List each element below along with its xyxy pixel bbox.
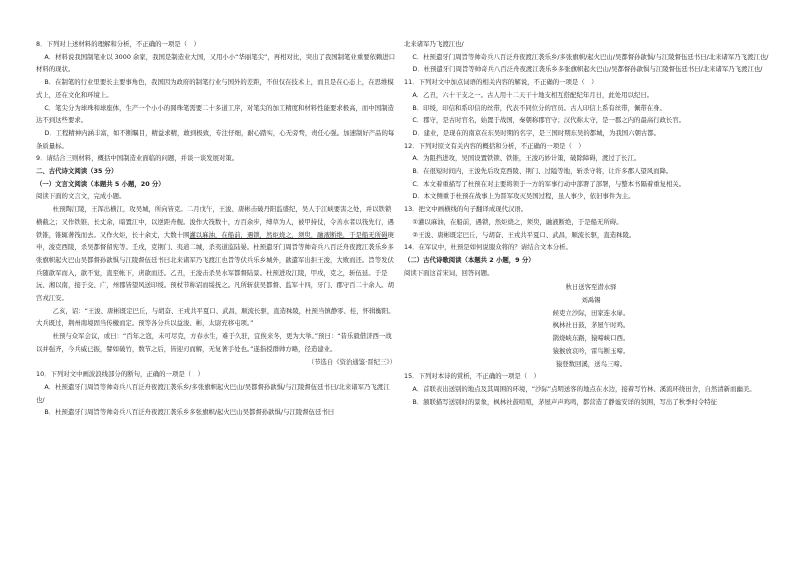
option-15b: B．颔联描写送别时的景象，枫林社鼓喧喧，茅屋声声鸡鸣，都营造了静谧安详的氛围，写出了秋季时令特征: [412, 397, 718, 406]
option-8c: C．笔尖分为球珠和球座体，生产一个小小的圆珠笔需要二十多道工序，对笔尖的加工精度和材料性能要求极高，而中国制造达不到这些要求。: [36, 103, 394, 125]
translate-sentence-2: ②王浚、唐彬既定巴丘，与胡奋、王戎共平夏口、武昌，顺流长驱，直造秣陵。: [412, 230, 636, 239]
option-8a: A．材料说我国制笔业以 3000 余家，我国是制造业大国，又用小小“华丽笔尖”，再相对比，突出了我国制笔业重要依赖进口材料的现状。: [36, 52, 396, 74]
question-10: 10．下列对文中画波浪线部分的断句，正确的一项是（ ）: [36, 370, 204, 379]
option-12c: C．本文着重描写了杜预在对主要将领于一方的军事行动中部署了部署，与整本书隔着重复相关。: [412, 179, 686, 188]
left-column: [36, 38, 396, 419]
passage-source: （节选自《资治通鉴·晋纪三》）: [307, 357, 396, 366]
poem-line: 枫林社日鼓，茅屋午时鸡。: [552, 321, 630, 330]
question-15: 15．下列对本诗的赏析，不正确的一项是（ ）: [404, 372, 540, 381]
option-10c: C．杜预遣牙门周旨等帅奇兵八百泛舟夜渡江袭乐乡/多张旗帜/起火巴山/吴都督孙歆惧/与江陵督伍廷书曰/北来诸军乃飞渡江也/: [412, 52, 769, 61]
poem-author: 刘禹锡: [581, 296, 601, 305]
passage-text: 庚申，浚克西陵，杀吴都督留宪等。壬戌，克荆门、夷道二城，杀夷道监陆晏。杜预遣牙门周旨等帅奇兵八百泛舟夜渡江袭乐乡多张旗帜起火巴山吴都督孙歆惧与江陵督伍廷书曰北来诸军乃飞渡江也旨等伏兵乐乡城外，歆遣军出拒王浚，大败而还。旨等发伏兵随歆军而入，歆不觉，直至帐下，虏歆而还。乙丑，王浚击杀吴水军都督陆景。杜预进攻江陵，甲戌，克之，斩伍延。于是沅、湘以南，接于交、广，州郡皆望风送印绶。预杖节称诏而绥抚之。凡所斩获吴都督、监军十四，牙门、郡守百二十余人。胡宫戎江安。: [36, 230, 394, 303]
question-12: 12．下列对原文有关内容的概括和分析，不正确的一项是（ ）: [404, 141, 585, 150]
underlined-sentence-1: 灌以麻油，在船前，遇锁，然炬烧之，须臾，融液断绝，于是船无所碍: [189, 230, 388, 239]
poem-line: 猿登数回溪，送鸟三啼。: [555, 359, 627, 368]
question-9: 9．请结合三则材料，概括中国制造业面临的问题，并谈一谈发展对策。: [36, 154, 239, 163]
option-12d: D．本文侧重于杜预在战事上为晋军攻灭吴国过程，虽人事少，依旧事件为主。: [412, 192, 635, 201]
passage-paragraph-1: [36, 203, 396, 305]
option-11c: C．郡守，是古时官名，始置于战国，秦朝称郡官守；汉代称太守，是一郡之内的最高行政长官。: [412, 116, 686, 125]
option-11b: B．印绶，印信和系印信的丝带，代表不同位分的官员。古人印信上系有丝带，佩带在身。: [412, 103, 666, 112]
option-12b: B．在很短时间内，王浚先后攻克西陵、荆门、过隘等地，斩杀守将，让许多郡人望风而降。: [412, 167, 673, 176]
translate-sentence-1: ①灌以麻油，在船前，遇锁，然炬烧之，须臾，融液断绝，于是船无所碍。: [412, 217, 623, 226]
poem-line: 候吏立沙际，田家连水扉。: [552, 308, 630, 317]
question-11: 11．下列对文中加点词语的相关内容的解说，不正确的一项是（ ）: [404, 78, 598, 87]
passage-paragraph-3: 杜预与众军会议，或曰：“百年之寇，未可尽克，方春水生，难于久驻，宜俟来冬，更为大举。”预曰：“昔乐毅借济西一战以并强齐，今兵威已振，譬如破竹，数节之后，皆迎刃而解，无复著手处也。”遂指授群帅方略，径造建业。: [36, 332, 392, 353]
question-13: 13．把文中画横线的句子翻译成现代汉语。: [404, 205, 528, 214]
section-2a-heading: （一）文言文阅读（本题共 5 小题，20 分）: [36, 179, 165, 188]
option-11a: A．乙丑，六十干支之一。古人用十二天干十地支相互搭配纪年月日，此处用以纪日。: [412, 90, 654, 99]
option-8b: B．在制笔的行业里要长主要事角色，我国因为政府的制笔行业与国外的差距，不但仅在技术上，而且是在心态上，在思维模式上，还在文化和环境上。: [36, 78, 394, 99]
poem-intro: 阅读下面这首宋词，回答问题。: [404, 268, 494, 277]
option-10d: D．杜预遣牙门周旨等帅奇兵八百泛舟夜渡江袭乐乡多张旗帜起火巴山/吴都督孙歆惧与江陵督伍廷书曰/北来诸军乃飞渡江也/: [412, 65, 763, 74]
passage-text: 杜预陶江陵，王浑出横江，攻吴城，所向皆克。二月戊午，王浚、唐彬击破丹阳监盛纪，吴人于江峡要害之处，并以铁锁横截之；又作铁锥，长丈余，暗置江中，以逆距舟舰。浚作大筏数十，方百余步，缚草为人，被甲持仗，令善水者以筏先行，遇铁锥，锥辄著筏而去。又作火炬，长十余丈，大数十围: [36, 205, 394, 239]
option-12a: A．为阻挡进攻，吴国设置铁锁、铁锥，王浚巧妙计策，破除障碍，渡过了长江。: [412, 154, 641, 163]
passage-paragraph-2: 乙亥，诏：“王浚、唐彬既定巴丘，与胡奋、王戎共平夏口、武昌，顺流长驱，直造秣陵，杜预当镇静零、桂，怀辑衡阳。大兵既过，荆州南境固当传檄而定。预等各分兵以益浚、彬，太尉充移屯项。”: [36, 306, 395, 328]
question-8: 8．下列对上述材料的理解和分析，不正确的一项是（ ）: [36, 40, 200, 48]
option-15a: A．首联表出送别的地点及其周围的环境，“沙际”点明送客的地点在水边，接着写竹林、溪流环绕田舍，自然清新而幽美。: [412, 384, 756, 393]
option-8d: D．工程精神内涵丰富，如不断瞩目，精益求精，敢到极致，专注仔细，耐心踏实，心无旁骛，责任心强。加速制好产品的每条质量标。: [36, 128, 395, 150]
option-10b-continued: 北来诸军乃飞渡江也/: [404, 40, 464, 48]
section-2-heading: 二、古代诗文阅读（35 分）: [36, 167, 118, 176]
right-column: [404, 38, 778, 408]
option-10a: A．杜预遣牙门周旨等帅奇兵八百泛舟夜渡江袭乐乡/多张旗帜起火巴山/吴都督孙歆惧/与江陵督伍廷书曰/北来诸军乃飞渡江也/: [36, 382, 390, 404]
poem-line: 猿猴放哀吟，雷鸟断玉啼。: [552, 346, 630, 355]
option-10b: B．杜预遣牙门周旨等帅奇兵八百泛舟夜渡江袭乐乡多张旗帜/起火巴山吴都督孙歆惧/与江陵督伍廷书曰: [44, 408, 335, 417]
poem-line: 鹊烧峡东路，猿啼峡口西。: [552, 334, 630, 343]
poem-title: 秋日送客至潜水驿: [565, 283, 617, 292]
question-14: 14．在军议中，杜预是如何说服众将的？请结合文本分析。: [404, 243, 572, 252]
option-11d: D．建业，是现在的南京在东吴时期的名字，是三国时期东吴的都城，为我国六朝古都。: [412, 128, 661, 137]
reading-intro: 阅读下面的文言文，完成小题。: [36, 192, 126, 201]
section-2b-heading: （二）古代诗歌阅读（本题共 2 小题，9 分）: [404, 255, 535, 264]
